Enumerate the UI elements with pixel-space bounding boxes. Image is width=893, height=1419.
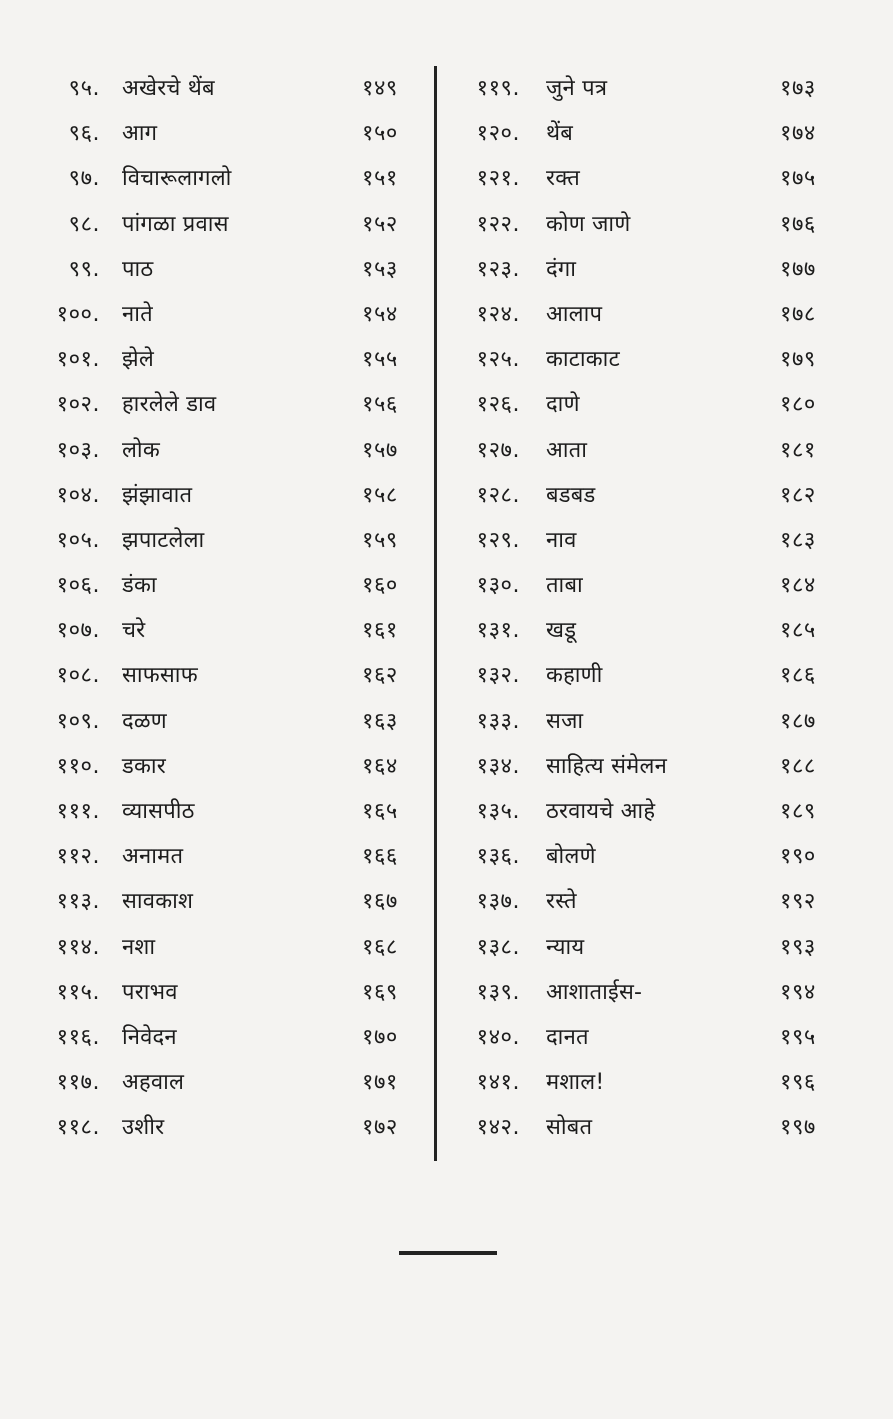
entry-title: उशीर: [122, 1115, 165, 1141]
contents-entry: [40, 879, 420, 924]
entry-page-number: १७२: [362, 1115, 398, 1141]
entry-title: काटाकाट: [546, 347, 620, 373]
entry-number: १४२.: [476, 1115, 520, 1141]
contents-entry: [460, 653, 860, 698]
entry-title: ठरवायचे आहे: [546, 799, 656, 824]
entry-title: आलाप: [546, 301, 603, 327]
contents-entry: [40, 382, 420, 427]
entry-page-number: १६८: [362, 934, 398, 960]
contents-entry: [460, 66, 860, 111]
entry-title: दाणे: [546, 392, 580, 418]
entry-title: निवेदन: [122, 1024, 177, 1050]
entry-title: व्यासपीठ: [122, 799, 195, 824]
entry-page-number: १६७: [362, 889, 398, 915]
entry-page-number: १५१: [362, 166, 398, 192]
entry-title: झपाटलेला: [122, 527, 205, 553]
entry-number: १२८.: [476, 482, 520, 508]
entry-title: अहवाल: [122, 1070, 185, 1096]
contents-entry: [460, 789, 860, 834]
entry-title: दानत: [546, 1024, 589, 1050]
contents-entry: [460, 337, 860, 382]
entry-title: दळण: [122, 708, 167, 734]
entry-title: सजा: [546, 708, 584, 734]
entry-title: दंगा: [546, 256, 577, 282]
entry-number: १०८.: [56, 663, 100, 689]
entry-page-number: १९४: [780, 979, 816, 1005]
entry-number: १२०.: [476, 121, 520, 147]
entry-title: न्याय: [546, 934, 585, 960]
entry-page-number: १५६: [362, 392, 398, 418]
entry-number: १३४.: [476, 753, 520, 779]
entry-number: १३१.: [476, 618, 520, 644]
entry-number: १२३.: [476, 256, 520, 282]
contents-entry: [460, 382, 860, 427]
contents-entry: [40, 1105, 420, 1150]
entry-page-number: १७३: [780, 76, 816, 101]
entry-title: जुने पत्र: [546, 76, 608, 101]
contents-entry: [40, 428, 420, 473]
entry-page-number: १८४: [780, 573, 816, 599]
end-rule: [399, 1251, 497, 1255]
entry-page-number: १६२: [362, 663, 398, 689]
entry-title: लोक: [122, 437, 160, 463]
contents-entry: [460, 202, 860, 247]
contents-entry: [40, 1015, 420, 1060]
entry-page-number: १८३: [780, 527, 816, 553]
contents-entry: [40, 111, 420, 156]
contents-entry: [460, 247, 860, 292]
entry-number: १३८.: [476, 934, 520, 960]
entry-number: ९७.: [68, 166, 100, 192]
entry-page-number: १५५: [362, 347, 398, 373]
contents-entry: [40, 156, 420, 201]
entry-number: ११८.: [56, 1115, 100, 1141]
entry-title: पाठ: [122, 256, 154, 282]
entry-page-number: १६३: [362, 708, 398, 734]
entry-number: १०७.: [56, 618, 100, 644]
entry-number: ९८.: [68, 211, 100, 237]
entry-title: आशाताईस-: [546, 979, 643, 1005]
entry-title: कोण जाणे: [546, 211, 631, 237]
entry-number: १३६.: [476, 844, 520, 870]
entry-page-number: १६४: [362, 753, 398, 779]
entry-title: ताबा: [546, 573, 583, 599]
entry-title: आग: [122, 121, 158, 147]
entry-title: खडू: [546, 618, 577, 644]
contents-entry: [40, 970, 420, 1015]
entry-title: झेले: [122, 347, 154, 373]
entry-title: आता: [546, 437, 588, 463]
entry-page-number: १७५: [780, 166, 816, 192]
entry-page-number: १७८: [780, 301, 816, 327]
entry-page-number: १८९: [780, 799, 816, 824]
entry-number: १४१.: [476, 1070, 520, 1096]
contents-entry: [40, 789, 420, 834]
entry-title: चरे: [122, 618, 146, 644]
entry-page-number: १६१: [362, 618, 398, 644]
entry-title: नशा: [122, 934, 156, 960]
entry-page-number: १७०: [362, 1024, 398, 1050]
contents-entry: [40, 518, 420, 563]
entry-number: ११०.: [56, 753, 100, 779]
contents-entry: [460, 699, 860, 744]
entry-title: बोलणे: [546, 844, 596, 870]
entry-number: १२९.: [476, 527, 520, 553]
contents-entry: [460, 744, 860, 789]
contents-entry: [460, 1015, 860, 1060]
contents-entry: [40, 744, 420, 789]
contents-entry: [40, 608, 420, 653]
entry-page-number: १६९: [362, 979, 398, 1005]
entry-page-number: १९३: [780, 934, 816, 960]
entry-number: १३०.: [476, 573, 520, 599]
entry-number: १०९.: [56, 708, 100, 734]
entry-title: थेंब: [546, 121, 574, 147]
entry-page-number: १९५: [780, 1024, 816, 1050]
entry-page-number: १५८: [362, 482, 398, 508]
entry-number: ११३.: [56, 889, 100, 915]
contents-entry: [40, 699, 420, 744]
entry-page-number: १९०: [780, 844, 816, 870]
entry-number: ९५.: [68, 76, 100, 101]
entry-number: १३३.: [476, 708, 520, 734]
contents-entry: [40, 1060, 420, 1105]
entry-page-number: १९२: [780, 889, 816, 915]
entry-page-number: १८५: [780, 618, 816, 644]
entry-number: १००.: [56, 301, 100, 327]
contents-entry: [40, 653, 420, 698]
entry-page-number: १७९: [780, 347, 816, 373]
entry-number: ११९.: [476, 76, 520, 101]
entry-page-number: १७६: [780, 211, 816, 237]
contents-entry: [460, 518, 860, 563]
entry-title: साहित्य संमेलन: [546, 753, 668, 779]
entry-page-number: १६०: [362, 573, 398, 599]
entry-number: ११२.: [56, 844, 100, 870]
contents-entry: [40, 834, 420, 879]
entry-number: १०२.: [56, 392, 100, 418]
entry-number: १०१.: [56, 347, 100, 373]
entry-page-number: १५४: [362, 301, 398, 327]
entry-page-number: १८६: [780, 663, 816, 689]
entry-title: नाते: [122, 301, 153, 327]
entry-page-number: १८७: [780, 708, 816, 734]
contents-column-right: [460, 66, 860, 1151]
entry-number: ११६.: [56, 1024, 100, 1050]
entry-title: हारलेले डाव: [122, 392, 217, 418]
entry-number: १०५.: [56, 527, 100, 553]
entry-number: १०४.: [56, 482, 100, 508]
contents-entry: [460, 1060, 860, 1105]
entry-title: कहाणी: [546, 663, 603, 689]
entry-title: झंझावात: [122, 482, 193, 508]
entry-page-number: १७७: [780, 256, 816, 282]
entry-page-number: १८१: [780, 437, 816, 463]
contents-entry: [460, 111, 860, 156]
contents-entry: [40, 247, 420, 292]
entry-page-number: १९७: [780, 1115, 816, 1141]
contents-entry: [40, 202, 420, 247]
entry-number: १०६.: [56, 573, 100, 599]
contents-entry: [40, 66, 420, 111]
contents-entry: [460, 608, 860, 653]
entry-page-number: १५९: [362, 527, 398, 553]
entry-title: विचारूलागलो: [122, 166, 232, 192]
entry-page-number: १७१: [362, 1070, 398, 1096]
entry-page-number: १८२: [780, 482, 816, 508]
entry-number: १४०.: [476, 1024, 520, 1050]
entry-title: रक्त: [546, 166, 580, 192]
entry-number: १२४.: [476, 301, 520, 327]
contents-entry: [460, 879, 860, 924]
entry-page-number: १६६: [362, 844, 398, 870]
entry-title: सोबत: [546, 1115, 593, 1141]
entry-number: १२७.: [476, 437, 520, 463]
entry-title: रस्ते: [546, 889, 577, 915]
entry-number: १२५.: [476, 347, 520, 373]
entry-page-number: १७४: [780, 121, 816, 147]
contents-entry: [40, 925, 420, 970]
entry-number: १०३.: [56, 437, 100, 463]
contents-entry: [460, 156, 860, 201]
entry-number: ९६.: [68, 121, 100, 147]
entry-title: मशाल!: [546, 1070, 605, 1096]
entry-page-number: १८८: [780, 753, 816, 779]
entry-title: अखेरचे थेंब: [122, 76, 215, 101]
entry-title: डकार: [122, 753, 166, 779]
contents-entry: [460, 473, 860, 518]
entry-number: १११.: [56, 799, 100, 824]
entry-page-number: १५०: [362, 121, 398, 147]
contents-entry: [460, 292, 860, 337]
contents-entry: [40, 563, 420, 608]
entry-title: पराभव: [122, 979, 178, 1005]
contents-entry: [460, 834, 860, 879]
entry-page-number: १५३: [362, 256, 398, 282]
entry-number: ११४.: [56, 934, 100, 960]
entry-number: १३५.: [476, 799, 520, 824]
column-divider: [434, 66, 437, 1161]
entry-title: सावकाश: [122, 889, 194, 915]
entry-title: पांगळा प्रवास: [122, 211, 229, 237]
contents-entry: [460, 970, 860, 1015]
contents-entry: [40, 337, 420, 382]
entry-number: १२२.: [476, 211, 520, 237]
contents-entry: [460, 428, 860, 473]
contents-entry: [460, 1105, 860, 1150]
contents-entry: [460, 563, 860, 608]
contents-entry: [40, 292, 420, 337]
entry-page-number: १८०: [780, 392, 816, 418]
entry-number: ११७.: [56, 1070, 100, 1096]
entry-number: ९९.: [68, 256, 100, 282]
contents-column-left: [40, 66, 420, 1151]
entry-page-number: १५७: [362, 437, 398, 463]
entry-page-number: १६५: [362, 799, 398, 824]
entry-number: १२६.: [476, 392, 520, 418]
contents-entry: [40, 473, 420, 518]
entry-number: १२१.: [476, 166, 520, 192]
entry-number: १३९.: [476, 979, 520, 1005]
entry-page-number: १५२: [362, 211, 398, 237]
contents-entry: [460, 925, 860, 970]
entry-title: बडबड: [546, 482, 596, 508]
entry-number: १३२.: [476, 663, 520, 689]
entry-number: १३७.: [476, 889, 520, 915]
entry-title: नाव: [546, 527, 577, 553]
entry-title: अनामत: [122, 844, 184, 870]
entry-title: डंका: [122, 573, 157, 599]
entry-page-number: १४९: [362, 76, 398, 101]
entry-number: ११५.: [56, 979, 100, 1005]
entry-title: साफसाफ: [122, 663, 198, 689]
entry-page-number: १९६: [780, 1070, 816, 1096]
